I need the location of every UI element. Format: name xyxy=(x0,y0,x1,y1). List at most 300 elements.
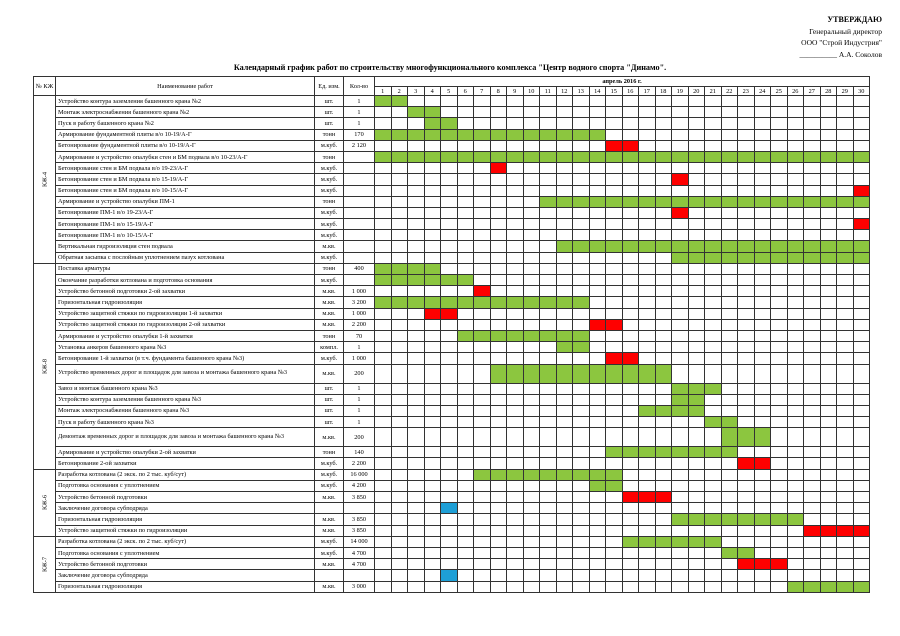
table-row xyxy=(34,275,870,286)
day-cell xyxy=(754,140,771,151)
day-cell xyxy=(705,480,722,491)
day-cell xyxy=(457,230,474,241)
day-cell xyxy=(738,383,755,394)
day-cell xyxy=(721,503,738,514)
day-cell xyxy=(672,219,689,230)
day-cell xyxy=(474,196,491,207)
day-cell xyxy=(474,230,491,241)
day-cell xyxy=(655,230,672,241)
day-cell xyxy=(820,319,837,330)
day-cell xyxy=(688,96,705,107)
day-cell xyxy=(688,458,705,469)
table-row xyxy=(34,514,870,525)
work-name: Заключение договора субподряда xyxy=(56,570,315,581)
day-cell xyxy=(606,458,623,469)
day-cell xyxy=(540,458,557,469)
day-cell xyxy=(820,447,837,458)
day-cell xyxy=(804,417,821,428)
day-cell xyxy=(540,140,557,151)
day-cell xyxy=(375,241,392,252)
day-cell xyxy=(490,319,507,330)
day-cell xyxy=(606,129,623,140)
schedule-bar-cell xyxy=(820,525,837,536)
day-cell xyxy=(754,353,771,364)
work-qty: 3 850 xyxy=(344,492,375,503)
schedule-bar-cell xyxy=(523,330,540,341)
day-cell xyxy=(507,207,524,218)
schedule-bar-cell xyxy=(540,196,557,207)
day-cell xyxy=(474,525,491,536)
day-cell xyxy=(474,394,491,405)
day-cell xyxy=(424,581,441,592)
day-cell xyxy=(639,319,656,330)
table-row xyxy=(34,140,870,151)
work-unit: тонн xyxy=(315,196,344,207)
day-cell xyxy=(820,428,837,447)
day-cell xyxy=(705,492,722,503)
day-cell xyxy=(639,252,656,263)
day-cell xyxy=(639,480,656,491)
work-unit: м.кв. xyxy=(315,428,344,447)
day-cell xyxy=(474,241,491,252)
day-cell xyxy=(639,353,656,364)
schedule-bar-cell xyxy=(688,196,705,207)
day-cell xyxy=(424,458,441,469)
day-cell xyxy=(523,196,540,207)
day-cell xyxy=(606,230,623,241)
day-cell xyxy=(705,581,722,592)
day-cell xyxy=(606,417,623,428)
schedule-bar-cell xyxy=(606,447,623,458)
work-name: Устройство временных дорог и площадок для завоза и монтажа башенного крана №3 xyxy=(56,364,315,383)
day-cell xyxy=(474,207,491,218)
schedule-bar-cell xyxy=(523,364,540,383)
day-cell xyxy=(639,263,656,274)
day-cell xyxy=(639,140,656,151)
day-cell xyxy=(853,163,870,174)
day-cell xyxy=(457,458,474,469)
day-cell xyxy=(738,570,755,581)
work-qty: 2 200 xyxy=(344,458,375,469)
day-cell xyxy=(391,230,408,241)
day-cell xyxy=(556,219,573,230)
table-row xyxy=(34,263,870,274)
day-cell xyxy=(474,492,491,503)
day-cell xyxy=(853,286,870,297)
day-cell xyxy=(589,174,606,185)
day-cell xyxy=(490,417,507,428)
header-qty: Кол-во xyxy=(344,77,375,96)
approval-signature: __________ А.А. Соколов xyxy=(799,49,882,59)
day-cell xyxy=(606,174,623,185)
day-cell xyxy=(457,140,474,151)
day-cell xyxy=(705,174,722,185)
day-cell xyxy=(490,428,507,447)
schedule-bar-cell xyxy=(705,514,722,525)
day-cell xyxy=(507,492,524,503)
day-cell xyxy=(688,503,705,514)
table-row xyxy=(34,185,870,196)
work-unit: тонн xyxy=(315,447,344,458)
schedule-bar-cell xyxy=(622,196,639,207)
day-cell xyxy=(787,458,804,469)
day-cell xyxy=(375,196,392,207)
schedule-bar-cell xyxy=(474,129,491,140)
day-cell xyxy=(837,492,854,503)
day-cell xyxy=(754,394,771,405)
day-cell xyxy=(688,559,705,570)
work-unit: шт. xyxy=(315,417,344,428)
day-cell xyxy=(622,469,639,480)
day-cell xyxy=(474,581,491,592)
schedule-bar-cell xyxy=(556,196,573,207)
day-cell xyxy=(424,342,441,353)
schedule-bar-cell xyxy=(424,151,441,162)
table-row xyxy=(34,308,870,319)
day-cell xyxy=(424,353,441,364)
day-cell xyxy=(721,458,738,469)
day-cell xyxy=(622,417,639,428)
day-cell xyxy=(655,163,672,174)
day-cell xyxy=(804,319,821,330)
schedule-bar-cell xyxy=(408,107,425,118)
day-cell xyxy=(672,570,689,581)
schedule-bar-cell xyxy=(754,252,771,263)
day-header: 3 xyxy=(408,87,425,96)
day-cell xyxy=(523,581,540,592)
day-cell xyxy=(820,570,837,581)
day-cell xyxy=(523,547,540,558)
work-unit: м.кв. xyxy=(315,492,344,503)
schedule-bar-cell xyxy=(738,514,755,525)
day-cell xyxy=(523,405,540,416)
schedule-bar-cell xyxy=(639,364,656,383)
day-cell xyxy=(804,219,821,230)
day-cell xyxy=(490,525,507,536)
day-cell xyxy=(556,458,573,469)
day-cell xyxy=(771,230,788,241)
schedule-bar-cell xyxy=(754,241,771,252)
day-cell xyxy=(457,394,474,405)
day-header: 22 xyxy=(721,87,738,96)
day-cell xyxy=(705,286,722,297)
schedule-bar-cell xyxy=(721,428,738,447)
table-row xyxy=(34,174,870,185)
day-cell xyxy=(837,570,854,581)
day-cell xyxy=(523,241,540,252)
day-cell xyxy=(853,364,870,383)
day-cell xyxy=(672,428,689,447)
day-cell xyxy=(655,252,672,263)
day-cell xyxy=(490,275,507,286)
day-cell xyxy=(738,319,755,330)
schedule-bar-cell xyxy=(424,275,441,286)
day-cell xyxy=(375,547,392,558)
day-cell xyxy=(523,252,540,263)
day-cell xyxy=(556,405,573,416)
day-cell xyxy=(556,503,573,514)
day-cell xyxy=(705,107,722,118)
work-name: Устройство бетонной подготовки xyxy=(56,559,315,570)
day-header: 8 xyxy=(490,87,507,96)
day-cell xyxy=(507,219,524,230)
work-name: Горизонтальная гидроизоляция xyxy=(56,581,315,592)
day-cell xyxy=(639,163,656,174)
day-cell xyxy=(523,480,540,491)
table-row xyxy=(34,118,870,129)
schedule-bar-cell xyxy=(606,480,623,491)
day-cell xyxy=(507,428,524,447)
day-cell xyxy=(391,353,408,364)
day-cell xyxy=(672,230,689,241)
day-cell xyxy=(622,405,639,416)
schedule-bar-cell xyxy=(771,241,788,252)
day-cell xyxy=(457,417,474,428)
day-cell xyxy=(556,525,573,536)
day-cell xyxy=(474,514,491,525)
day-cell xyxy=(408,230,425,241)
day-cell xyxy=(589,286,606,297)
work-unit: м.кв. xyxy=(315,319,344,330)
day-cell xyxy=(589,185,606,196)
day-cell xyxy=(754,417,771,428)
day-cell xyxy=(507,308,524,319)
schedule-bar-cell xyxy=(672,207,689,218)
day-cell xyxy=(622,129,639,140)
day-cell xyxy=(523,570,540,581)
day-header: 27 xyxy=(804,87,821,96)
day-cell xyxy=(391,525,408,536)
day-cell xyxy=(589,492,606,503)
header-month: апрель 2016 г. xyxy=(375,77,870,87)
day-cell xyxy=(738,492,755,503)
work-name: Устройство защитной стяжки по гидроизоляции 2-ой захватки xyxy=(56,319,315,330)
day-cell xyxy=(589,428,606,447)
work-qty xyxy=(344,503,375,514)
day-cell xyxy=(391,196,408,207)
day-cell xyxy=(375,394,392,405)
schedule-bar-cell xyxy=(639,241,656,252)
day-cell xyxy=(837,469,854,480)
day-cell xyxy=(507,353,524,364)
day-cell xyxy=(441,536,458,547)
day-cell xyxy=(507,417,524,428)
day-cell xyxy=(556,163,573,174)
day-cell xyxy=(622,570,639,581)
day-cell xyxy=(540,241,557,252)
day-cell xyxy=(573,286,590,297)
work-name: Разработка котлована (2 экск. по 2 тыс. куб/сут) xyxy=(56,469,315,480)
day-cell xyxy=(655,286,672,297)
day-cell xyxy=(391,514,408,525)
day-cell xyxy=(540,503,557,514)
day-cell xyxy=(556,174,573,185)
schedule-bar-cell xyxy=(490,163,507,174)
work-unit: шт. xyxy=(315,405,344,416)
day-cell xyxy=(705,469,722,480)
day-cell xyxy=(540,353,557,364)
day-cell xyxy=(523,342,540,353)
day-cell xyxy=(738,417,755,428)
day-cell xyxy=(688,219,705,230)
day-cell xyxy=(589,297,606,308)
work-qty xyxy=(344,163,375,174)
day-cell xyxy=(672,330,689,341)
work-qty xyxy=(344,207,375,218)
schedule-bar-cell xyxy=(672,151,689,162)
group-label xyxy=(34,536,56,592)
day-cell xyxy=(474,570,491,581)
schedule-bar-cell xyxy=(705,252,722,263)
day-cell xyxy=(787,383,804,394)
work-qty: 140 xyxy=(344,447,375,458)
day-cell xyxy=(721,342,738,353)
day-cell xyxy=(655,140,672,151)
day-cell xyxy=(771,207,788,218)
day-cell xyxy=(771,581,788,592)
day-cell xyxy=(688,319,705,330)
day-cell xyxy=(474,118,491,129)
schedule-bar-cell xyxy=(490,364,507,383)
work-qty: 14 000 xyxy=(344,536,375,547)
day-cell xyxy=(771,417,788,428)
schedule-bar-cell xyxy=(837,252,854,263)
day-cell xyxy=(375,503,392,514)
schedule-bar-cell xyxy=(573,364,590,383)
schedule-bar-cell xyxy=(655,151,672,162)
work-unit: тонн xyxy=(315,330,344,341)
day-cell xyxy=(688,480,705,491)
schedule-bar-cell xyxy=(820,581,837,592)
schedule-bar-cell xyxy=(705,447,722,458)
day-cell xyxy=(507,547,524,558)
day-cell xyxy=(820,219,837,230)
day-cell xyxy=(787,263,804,274)
day-cell xyxy=(457,96,474,107)
day-cell xyxy=(721,394,738,405)
day-cell xyxy=(441,458,458,469)
work-qty xyxy=(344,174,375,185)
day-cell xyxy=(655,118,672,129)
schedule-bar-cell xyxy=(804,581,821,592)
day-cell xyxy=(375,525,392,536)
day-cell xyxy=(853,129,870,140)
group-label-text: КЖ-4 xyxy=(41,171,49,187)
day-cell xyxy=(507,480,524,491)
day-cell xyxy=(787,469,804,480)
day-cell xyxy=(837,342,854,353)
table-row xyxy=(34,559,870,570)
schedule-bar-cell xyxy=(408,263,425,274)
day-cell xyxy=(639,417,656,428)
day-cell xyxy=(705,140,722,151)
day-cell xyxy=(589,514,606,525)
day-cell xyxy=(441,319,458,330)
schedule-bar-cell xyxy=(424,297,441,308)
group-label xyxy=(34,263,56,469)
day-cell xyxy=(375,383,392,394)
day-cell xyxy=(837,458,854,469)
day-cell xyxy=(639,185,656,196)
day-cell xyxy=(606,570,623,581)
day-cell xyxy=(606,219,623,230)
day-cell xyxy=(738,275,755,286)
day-cell xyxy=(771,342,788,353)
day-cell xyxy=(787,428,804,447)
schedule-bar-cell xyxy=(721,151,738,162)
day-cell xyxy=(655,207,672,218)
day-cell xyxy=(606,275,623,286)
day-cell xyxy=(639,219,656,230)
day-cell xyxy=(705,118,722,129)
day-cell xyxy=(507,536,524,547)
schedule-bar-cell xyxy=(754,559,771,570)
day-cell xyxy=(820,174,837,185)
day-cell xyxy=(424,394,441,405)
day-cell xyxy=(375,405,392,416)
day-cell xyxy=(490,503,507,514)
day-cell xyxy=(408,383,425,394)
work-unit: м.куб. xyxy=(315,353,344,364)
work-qty: 1 xyxy=(344,405,375,416)
day-cell xyxy=(787,207,804,218)
schedule-body xyxy=(34,96,870,593)
day-cell xyxy=(639,547,656,558)
day-cell xyxy=(424,570,441,581)
day-cell xyxy=(804,405,821,416)
day-cell xyxy=(787,185,804,196)
day-cell xyxy=(556,230,573,241)
day-cell xyxy=(589,230,606,241)
day-cell xyxy=(391,107,408,118)
schedule-bar-cell xyxy=(787,196,804,207)
day-cell xyxy=(804,107,821,118)
day-cell xyxy=(589,342,606,353)
day-cell xyxy=(606,107,623,118)
day-cell xyxy=(639,275,656,286)
day-cell xyxy=(820,480,837,491)
day-cell xyxy=(738,263,755,274)
day-header: 24 xyxy=(754,87,771,96)
day-cell xyxy=(837,185,854,196)
day-cell xyxy=(408,536,425,547)
day-cell xyxy=(490,405,507,416)
work-unit: шт. xyxy=(315,383,344,394)
day-cell xyxy=(622,503,639,514)
schedule-bar-cell xyxy=(573,151,590,162)
day-cell xyxy=(837,118,854,129)
day-cell xyxy=(639,342,656,353)
day-cell xyxy=(853,428,870,447)
day-cell xyxy=(639,207,656,218)
day-cell xyxy=(375,207,392,218)
day-cell xyxy=(523,458,540,469)
work-qty: 1 000 xyxy=(344,308,375,319)
schedule-bar-cell xyxy=(672,252,689,263)
day-cell xyxy=(408,353,425,364)
day-header: 29 xyxy=(837,87,854,96)
day-cell xyxy=(507,252,524,263)
day-cell xyxy=(540,405,557,416)
day-cell xyxy=(837,503,854,514)
day-cell xyxy=(441,252,458,263)
day-cell xyxy=(408,503,425,514)
day-cell xyxy=(837,297,854,308)
day-cell xyxy=(787,319,804,330)
schedule-bar-cell xyxy=(771,559,788,570)
schedule-bar-cell xyxy=(721,417,738,428)
table-row xyxy=(34,383,870,394)
